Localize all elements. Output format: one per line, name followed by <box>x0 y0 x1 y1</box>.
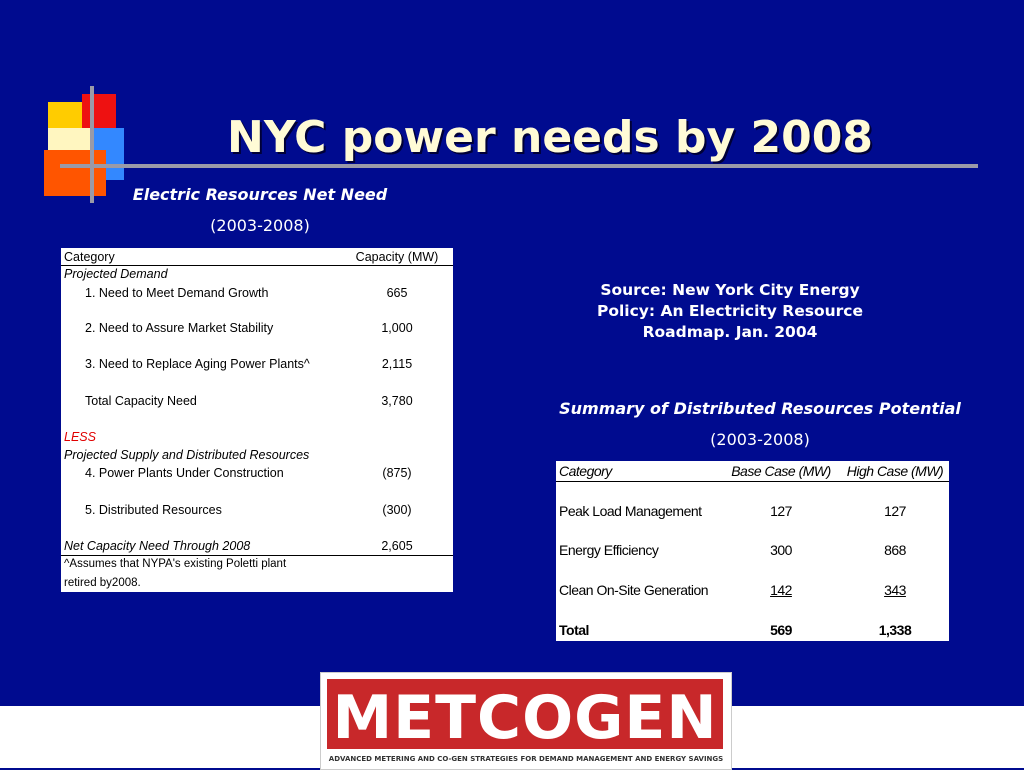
header-capacity: Capacity (MW) <box>355 250 439 264</box>
row-value: 665 <box>386 286 408 300</box>
header-high-case: High Case (MW) <box>846 463 944 479</box>
header-category: Category <box>559 463 612 479</box>
right-period: (2003-2008) <box>710 430 810 449</box>
left-period: (2003-2008) <box>210 216 310 235</box>
source-line-3: Roadmap. Jan. 2004 <box>642 323 818 341</box>
row-base: 300 <box>770 542 792 558</box>
total-high: 1,338 <box>878 622 912 638</box>
row-base: 142 <box>770 582 792 598</box>
row-high: 127 <box>884 503 906 519</box>
logo-red-box <box>327 679 723 753</box>
slide-title: NYC power needs by 2008 <box>227 112 873 163</box>
right-subtitle: Summary of Distributed Resources Potential <box>559 399 961 418</box>
row-label: Net Capacity Need Through 2008 <box>64 539 251 553</box>
row-label: Total Capacity Need <box>85 394 197 408</box>
row-label: 2. Need to Assure Market Stability <box>85 321 274 335</box>
source-line-1: Source: New York City Energy <box>600 281 860 299</box>
row-value: (300) <box>382 503 412 517</box>
row-label: 1. Need to Meet Demand Growth <box>85 286 269 300</box>
row-value: (875) <box>382 466 412 480</box>
logo-tagline: ADVANCED METERING AND CO-GEN STRATEGIES FOR DEMAND MANAGEMENT AND ENERGY SAVINGS <box>328 755 724 763</box>
source-citation <box>560 280 900 343</box>
total-base: 569 <box>770 622 792 638</box>
row-base: 127 <box>770 503 792 519</box>
row-label: Projected Demand <box>64 267 168 281</box>
row-high: 868 <box>884 542 906 558</box>
row-label: Clean On-Site Generation <box>559 582 709 598</box>
row-high: 343 <box>884 582 906 598</box>
header-category: Category <box>64 250 115 264</box>
net-need-table <box>61 248 453 592</box>
row-label: Projected Supply and Distributed Resources <box>64 448 310 462</box>
header-base-case: Base Case (MW) <box>731 463 831 479</box>
header-divider <box>556 481 949 482</box>
header-divider <box>61 265 453 266</box>
footnote-divider <box>61 555 453 556</box>
title-rule <box>60 164 978 168</box>
total-label: Total <box>559 622 589 638</box>
row-value: 2,605 <box>381 539 413 553</box>
row-value: 3,780 <box>381 394 413 408</box>
row-label: 4. Power Plants Under Construction <box>85 466 284 480</box>
logo-wordmark: METCOGEN <box>332 683 718 753</box>
row-label-less: LESS <box>64 430 96 444</box>
row-label: Energy Efficiency <box>559 542 659 558</box>
distributed-resources-table <box>556 461 949 641</box>
footnote-line-1: ^Assumes that NYPA's existing Poletti plant <box>64 558 287 570</box>
row-value: 1,000 <box>381 321 413 335</box>
row-label: 5. Distributed Resources <box>85 503 222 517</box>
left-subtitle: Electric Resources Net Need <box>132 185 388 204</box>
row-label: 3. Need to Replace Aging Power Plants^ <box>85 357 310 371</box>
source-line-2: Policy: An Electricity Resource <box>596 302 864 320</box>
row-label: Peak Load Management <box>559 503 702 519</box>
footnote-line-2: retired by2008. <box>64 577 141 589</box>
row-value: 2,115 <box>381 357 413 371</box>
metcogen-logo <box>320 672 732 770</box>
